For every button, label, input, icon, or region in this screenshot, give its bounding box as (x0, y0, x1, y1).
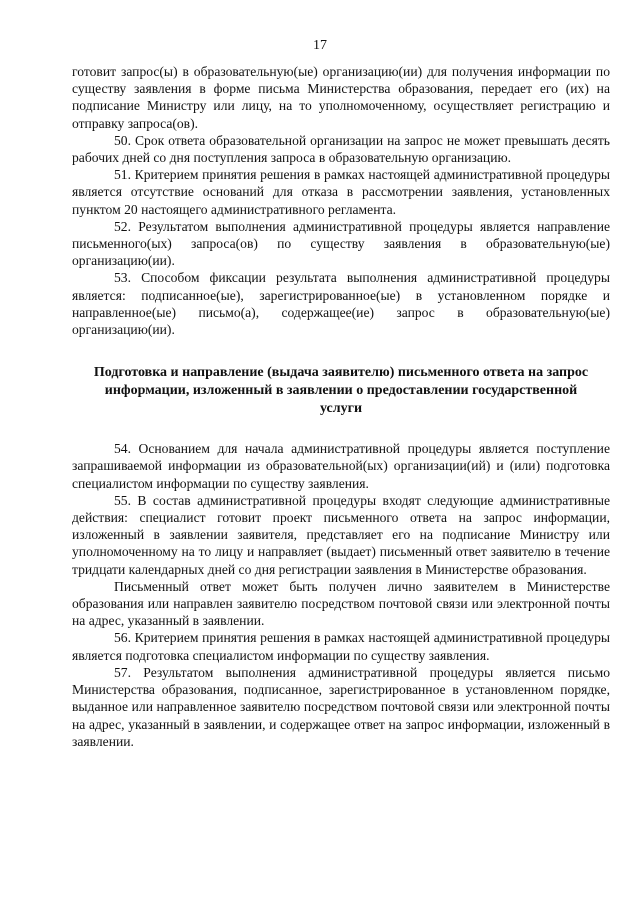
paragraph-56: 56. Критерием принятия решения в рамках настоящей административной процедуры является подготовка специалистом информации по существу заявления. (72, 630, 610, 663)
paragraph-55: 55. В состав административной процедуры входят следующие административные действия: специалист готовит проект письменного ответа на запрос информации, изложенный в заявлении заявителя, представляет его на подписание Министру или уполномоченному на то лицу и направляет (выдает) письменный ответ заявителю в течение тридцати календарных дней со дня регистрации заявления в Министерстве образования. (72, 492, 610, 577)
paragraph-53: 53. Способом фиксации результата выполнения административной процедуры является: подписанное(ые), зарегистрированное(ые) в установленном порядке и направленное(ые) письмо(а), содержащее(ие) запрос в образовательную(ые) организацию(ии). (72, 270, 610, 338)
paragraph-50: 50. Срок ответа образовательной организации на запрос не может превышать десять рабочих дней со дня поступления запроса в образовательную организацию. (72, 132, 610, 166)
section-heading: Подготовка и направление (выдача заявителю) письменного ответа на запрос информации, изложенный в заявлении о предоставлении государственной услуги (93, 365, 589, 417)
page-number: 17 (313, 38, 327, 53)
paragraph-54: 54. Основанием для начала административной процедуры является поступление запрашиваемой информации из образовательной(ых) организации(ий) и (или) подготовка специалистом информации по существу заявления. (72, 441, 610, 491)
paragraph-51: 51. Критерием принятия решения в рамках настоящей административной процедуры является отсутствие оснований для отказа в рассмотрении заявления, установленных пунктом 20 настоящего административного регламента. (72, 167, 610, 217)
document-body (72, 63, 610, 750)
paragraph-continuation: готовит запрос(ы) в образовательную(ые) организацию(ии) для получения информации по существу заявления в форме письма Министерства образования, передает его (их) на подписание Министру или лицу, на то уполномоченному, осуществляет регистрацию и отправку запроса(ов). (72, 64, 610, 131)
paragraph-57: 57. Результатом выполнения административной процедуры является письмо Министерства образования, подписанное, зарегистрированное в установленном порядке, выданное или направленное заявителю посредством почтовой связи или электронной почты на адрес, указанный в заявлении, и содержащее ответ на запрос информации, изложенный в заявлении. (72, 664, 610, 749)
paragraph-52: 52. Результатом выполнения административной процедуры является направление письменного(ых) запроса(ов) по существу заявления в образовательную(ые) организацию(ии). (72, 218, 610, 269)
paragraph-55-continued: Письменный ответ может быть получен лично заявителем в Министерстве образования или направлен заявителю посредством почтовой связи или электронной почты на адрес, указанный в заявлении. (72, 578, 610, 629)
